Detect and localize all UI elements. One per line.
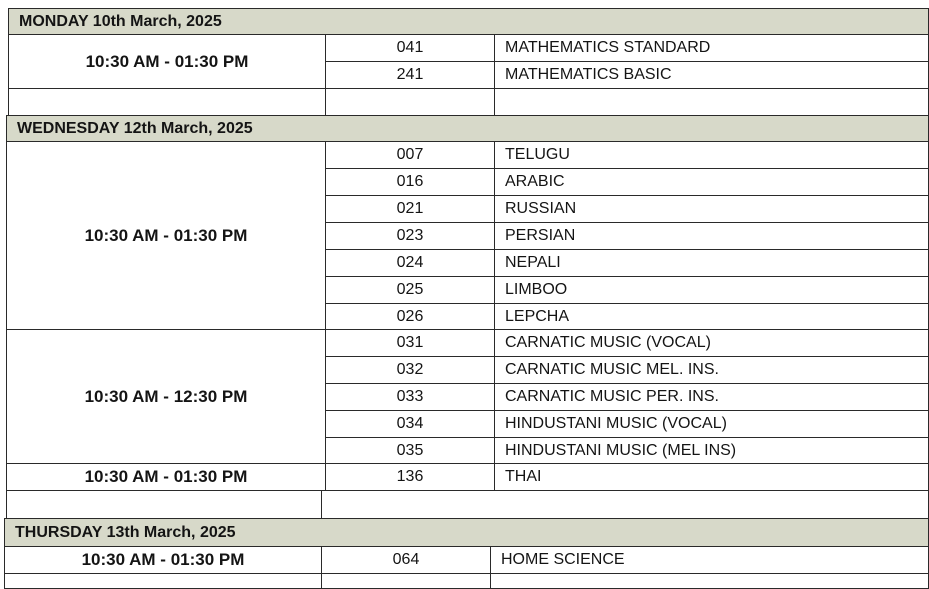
subject-name: HINDUSTANI MUSIC (VOCAL) — [494, 410, 929, 438]
subject-code: 041 — [325, 34, 495, 62]
subject-name: PERSIAN — [494, 222, 929, 250]
subject-code: 241 — [325, 61, 495, 89]
subject-name: HOME SCIENCE — [490, 546, 929, 574]
subject-name: CARNATIC MUSIC MEL. INS. — [494, 356, 929, 384]
time-slot: 10:30 AM - 12:30 PM — [6, 329, 326, 464]
blank-cell — [8, 88, 326, 116]
subject-name: THAI — [494, 463, 929, 491]
subject-code: 136 — [325, 463, 495, 491]
subject-name: MATHEMATICS STANDARD — [494, 34, 929, 62]
subject-code: 021 — [325, 195, 495, 223]
subject-code: 034 — [325, 410, 495, 438]
subject-code: 026 — [325, 303, 495, 331]
subject-name: MATHEMATICS BASIC — [494, 61, 929, 89]
subject-name: LIMBOO — [494, 276, 929, 304]
blank-cell — [494, 88, 929, 116]
subject-code: 016 — [325, 168, 495, 196]
subject-name: TELUGU — [494, 141, 929, 169]
day-header-thursday: THURSDAY 13th March, 2025 — [4, 518, 929, 547]
day-header-wednesday: WEDNESDAY 12th March, 2025 — [6, 115, 929, 142]
blank-cell — [6, 490, 322, 519]
blank-cell — [321, 490, 929, 519]
subject-name: NEPALI — [494, 249, 929, 277]
subject-code: 023 — [325, 222, 495, 250]
subject-code: 007 — [325, 141, 495, 169]
time-slot: 10:30 AM - 01:30 PM — [6, 141, 326, 330]
blank-cell — [490, 573, 929, 589]
time-slot: 10:30 AM - 01:30 PM — [4, 546, 322, 574]
subject-name: CARNATIC MUSIC PER. INS. — [494, 383, 929, 411]
subject-code: 024 — [325, 249, 495, 277]
blank-cell — [321, 573, 491, 589]
subject-code: 032 — [325, 356, 495, 384]
subject-name: LEPCHA — [494, 303, 929, 331]
subject-name: HINDUSTANI MUSIC (MEL INS) — [494, 437, 929, 465]
subject-code: 035 — [325, 437, 495, 465]
blank-cell — [4, 573, 322, 589]
subject-name: ARABIC — [494, 168, 929, 196]
subject-name: RUSSIAN — [494, 195, 929, 223]
subject-code: 033 — [325, 383, 495, 411]
subject-code: 025 — [325, 276, 495, 304]
time-slot: 10:30 AM - 01:30 PM — [6, 463, 326, 491]
subject-code: 064 — [321, 546, 491, 574]
subject-name: CARNATIC MUSIC (VOCAL) — [494, 329, 929, 357]
time-slot: 10:30 AM - 01:30 PM — [8, 34, 326, 89]
blank-cell — [325, 88, 495, 116]
day-header-monday: MONDAY 10th March, 2025 — [8, 8, 929, 35]
subject-code: 031 — [325, 329, 495, 357]
